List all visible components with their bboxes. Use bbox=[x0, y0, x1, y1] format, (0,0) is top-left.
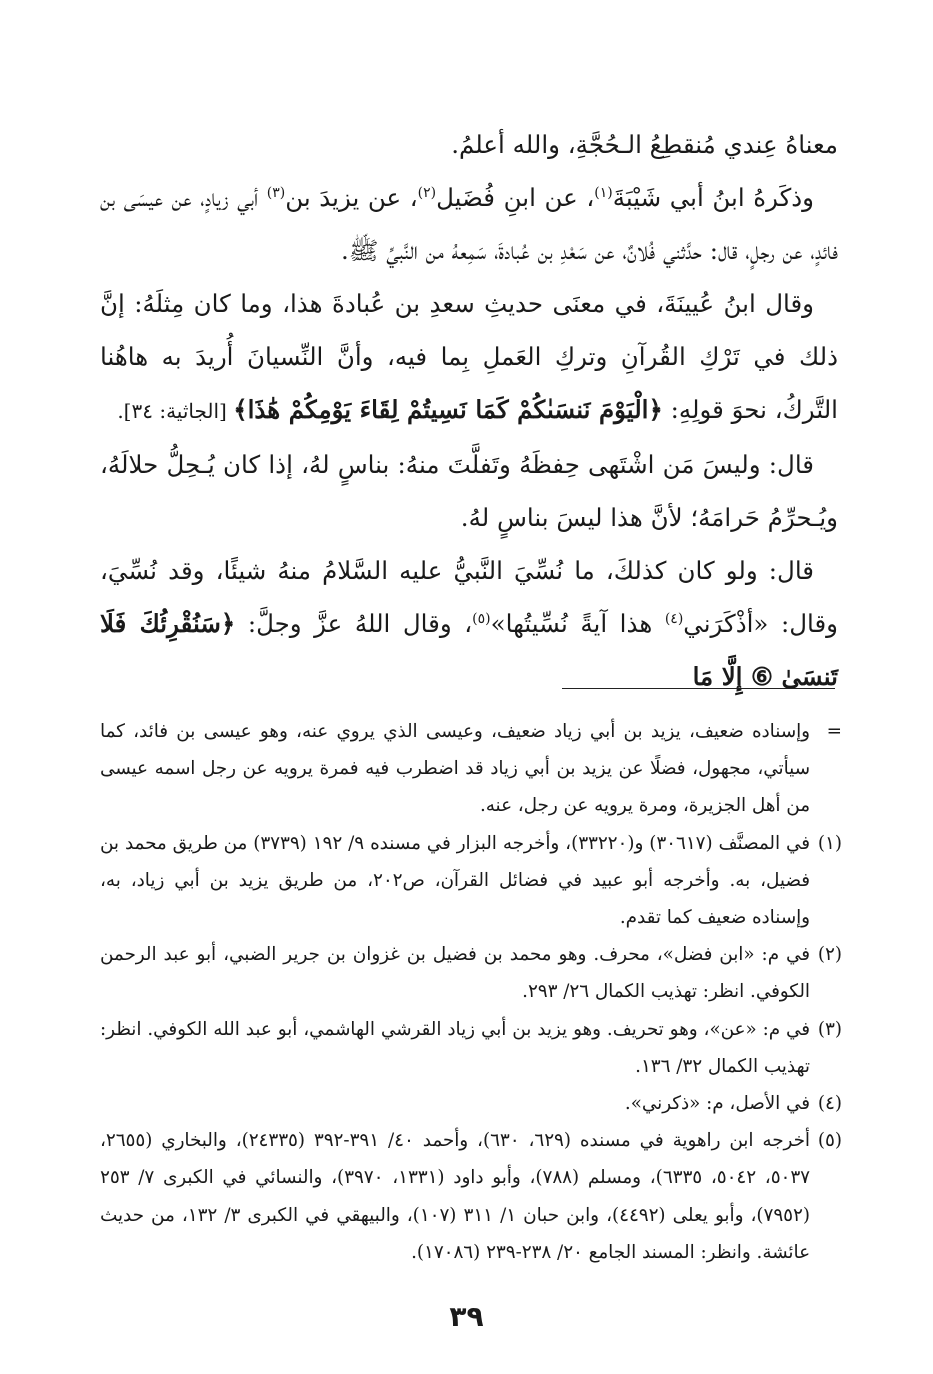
main-paragraph bbox=[100, 118, 838, 171]
footnote-text: في م: «ابن فضل»، محرف. وهو محمد بن فضيل بن غزوان بن جرير الضبي، أبو عبد الرحمن الكوفي. انظر: تهذيب الكمال ٢٦/ ٢٩٣. bbox=[100, 944, 810, 1003]
main-paragraph bbox=[100, 171, 838, 277]
text-segment: ، وقال اللهُ عزَّ وجلَّ: bbox=[235, 609, 473, 638]
footnote bbox=[100, 825, 842, 937]
footnote-marker: (٤) bbox=[664, 610, 684, 627]
footnote-marker: (٥) bbox=[472, 610, 491, 627]
footnote-marker: (٢) bbox=[417, 184, 437, 201]
footnote-number: (٢) bbox=[817, 944, 842, 966]
quran-verse: ﴿سَنُقْرِئُكَ فَلَا تَنسَىٰ ⑥ إِلَّا مَا bbox=[100, 609, 838, 691]
main-paragraph bbox=[100, 277, 838, 438]
text-segment: معناهُ عِندي مُنقطِعُ الـحُجَّةِ، والله أعلمُ. bbox=[451, 130, 838, 159]
footnote-marker: (١) bbox=[594, 184, 613, 201]
footnote-marker: (٣) bbox=[266, 184, 286, 201]
footnote bbox=[100, 1011, 842, 1085]
footnote-text: في الأصل، م: «ذكرني». bbox=[624, 1093, 810, 1115]
footnote-separator bbox=[562, 688, 835, 689]
text-segment: أبي زيادٍ، عن عيسَى بن فائدٍ، عن رجلٍ، قال: حدَّثني فُلانٌ، عن سَعْدِ بن عُبادةَ، سَمِعهُ من النَّبيِّ ﷺ. bbox=[100, 183, 838, 265]
text-segment: وقال ابنُ عُيينَةَ، في معنَى حديثِ سعدِ بن عُبادةَ هذا، وما كان مِثلَهُ: إنَّ ذلك في تَرْكِ القُرآنِ وتركِ العَملِ بِما فيه، وأنَّ النِّسيانَ أُريدَ به هاهُنا التَّركُ، نحوَ قولِهِ: bbox=[100, 289, 838, 424]
text-segment: ، عن يزيدَ بن bbox=[285, 183, 418, 212]
footnote-number: (٥) bbox=[817, 1130, 842, 1152]
footnote-text: أخرجه ابن راهوية في مسنده (٦٢٩، ٦٣٠)، وأحمد ٤٠/ ٣٩١-٣٩٢ (٢٤٣٣٥)، والبخاري (٢٦٥٥، ٥٠٣٧، ٥٠٤٢، ٦٣٣٥)، ومسلم (٧٨٨)، وأبو داود (١٣٣١، ٣٩٧٠)، والنسائي في الكبرى ٧/ ٢٥٣ (٧٩٥٢)، وأبو يعلى (٤٤٩٢)، وابن حبان ١/ ٣١١ (١٠٧)، والبيهقي في الكبرى ٣/ ١٣٢، من حديث عائشة. وانظر: المسند الجامع ٢٠/ ٢٣٨-٢٣٩ (١٧٠٨٦). bbox=[100, 1130, 810, 1263]
footnote-text: في المصنَّف (٣٠٦١٧) و(٣٣٢٢٠)، وأخرجه البزار في مسنده ٩/ ١٩٢ (٣٧٣٩) من طريق محمد بن فضيل، به. وأخرجه أبو عبيد في فضائل القرآن، ص٢٠٢، من طريق يزيد بن أبي زياد، به، وإسناده ضعيف كما تقدم. bbox=[100, 832, 810, 929]
text-segment: ، عن ابنِ فُضَيل bbox=[436, 183, 595, 212]
main-text-body bbox=[100, 118, 838, 703]
footnote bbox=[100, 1122, 842, 1271]
footnote-number: = bbox=[826, 721, 842, 742]
footnote-number: (١) bbox=[817, 832, 842, 854]
footnote-number: (٣) bbox=[817, 1018, 842, 1040]
footnotes-section bbox=[100, 713, 842, 1271]
text-segment: هذا آيةً نُسِّيتُها» bbox=[490, 609, 665, 638]
footnote-text: في م: «عن»، وهو تحريف. وهو يزيد بن أبي زياد القرشي الهاشمي، أبو عبد الله الكوفي. انظر: تهذيب الكمال ٣٢/ ١٣٦. bbox=[100, 1018, 810, 1077]
footnote bbox=[100, 1085, 842, 1122]
text-segment: قال: ولو كان كذلكَ، ما نُسِّيَ النَّبيُّ عليه السَّلامُ منهُ شيئًا، وقد نُسِّيَ، وقال: «أذْكَرَني bbox=[100, 556, 839, 638]
main-paragraph bbox=[100, 544, 838, 703]
verse-reference: [الجاثية: ٣٤]. bbox=[117, 399, 234, 423]
footnote bbox=[100, 936, 842, 1010]
page-number: ٣٩ bbox=[449, 1300, 484, 1333]
footnote-number: (٤) bbox=[817, 1093, 842, 1115]
footnote bbox=[100, 713, 842, 825]
main-paragraph bbox=[100, 438, 838, 544]
text-segment: وذكَرهُ ابنُ أبي شَيْبَةَ bbox=[612, 183, 814, 212]
quran-verse: ﴿الْيَوْمَ نَنسَىٰكُمْ كَمَا نَسِيتُمْ لِقَاءَ يَوْمِكُمْ هَٰذَا﴾ bbox=[233, 395, 663, 424]
text-segment: قال: وليسَ مَن اشْتَهى حِفظَهُ وتَفلَّتَ منهُ: بناسٍ لهُ، إذا كان يُـحِلُّ حلالَهُ، ويُـحرِّمُ حَرامَهُ؛ لأنَّ هذا ليسَ بناسٍ لهُ. bbox=[100, 450, 838, 532]
footnote-text: وإسناده ضعيف، يزيد بن أبي زياد ضعيف، وعيسى الذي يروي عنه، وهو عيسى بن فائد، كما سيأتي، مجهول، فضلًا عن يزيد بن أبي زياد قد اضطرب فيه فمرة يرويه عن رجل اسمه عيسى من أهل الجزيرة، ومرة يرويه عن رجل، عنه. bbox=[100, 721, 810, 817]
